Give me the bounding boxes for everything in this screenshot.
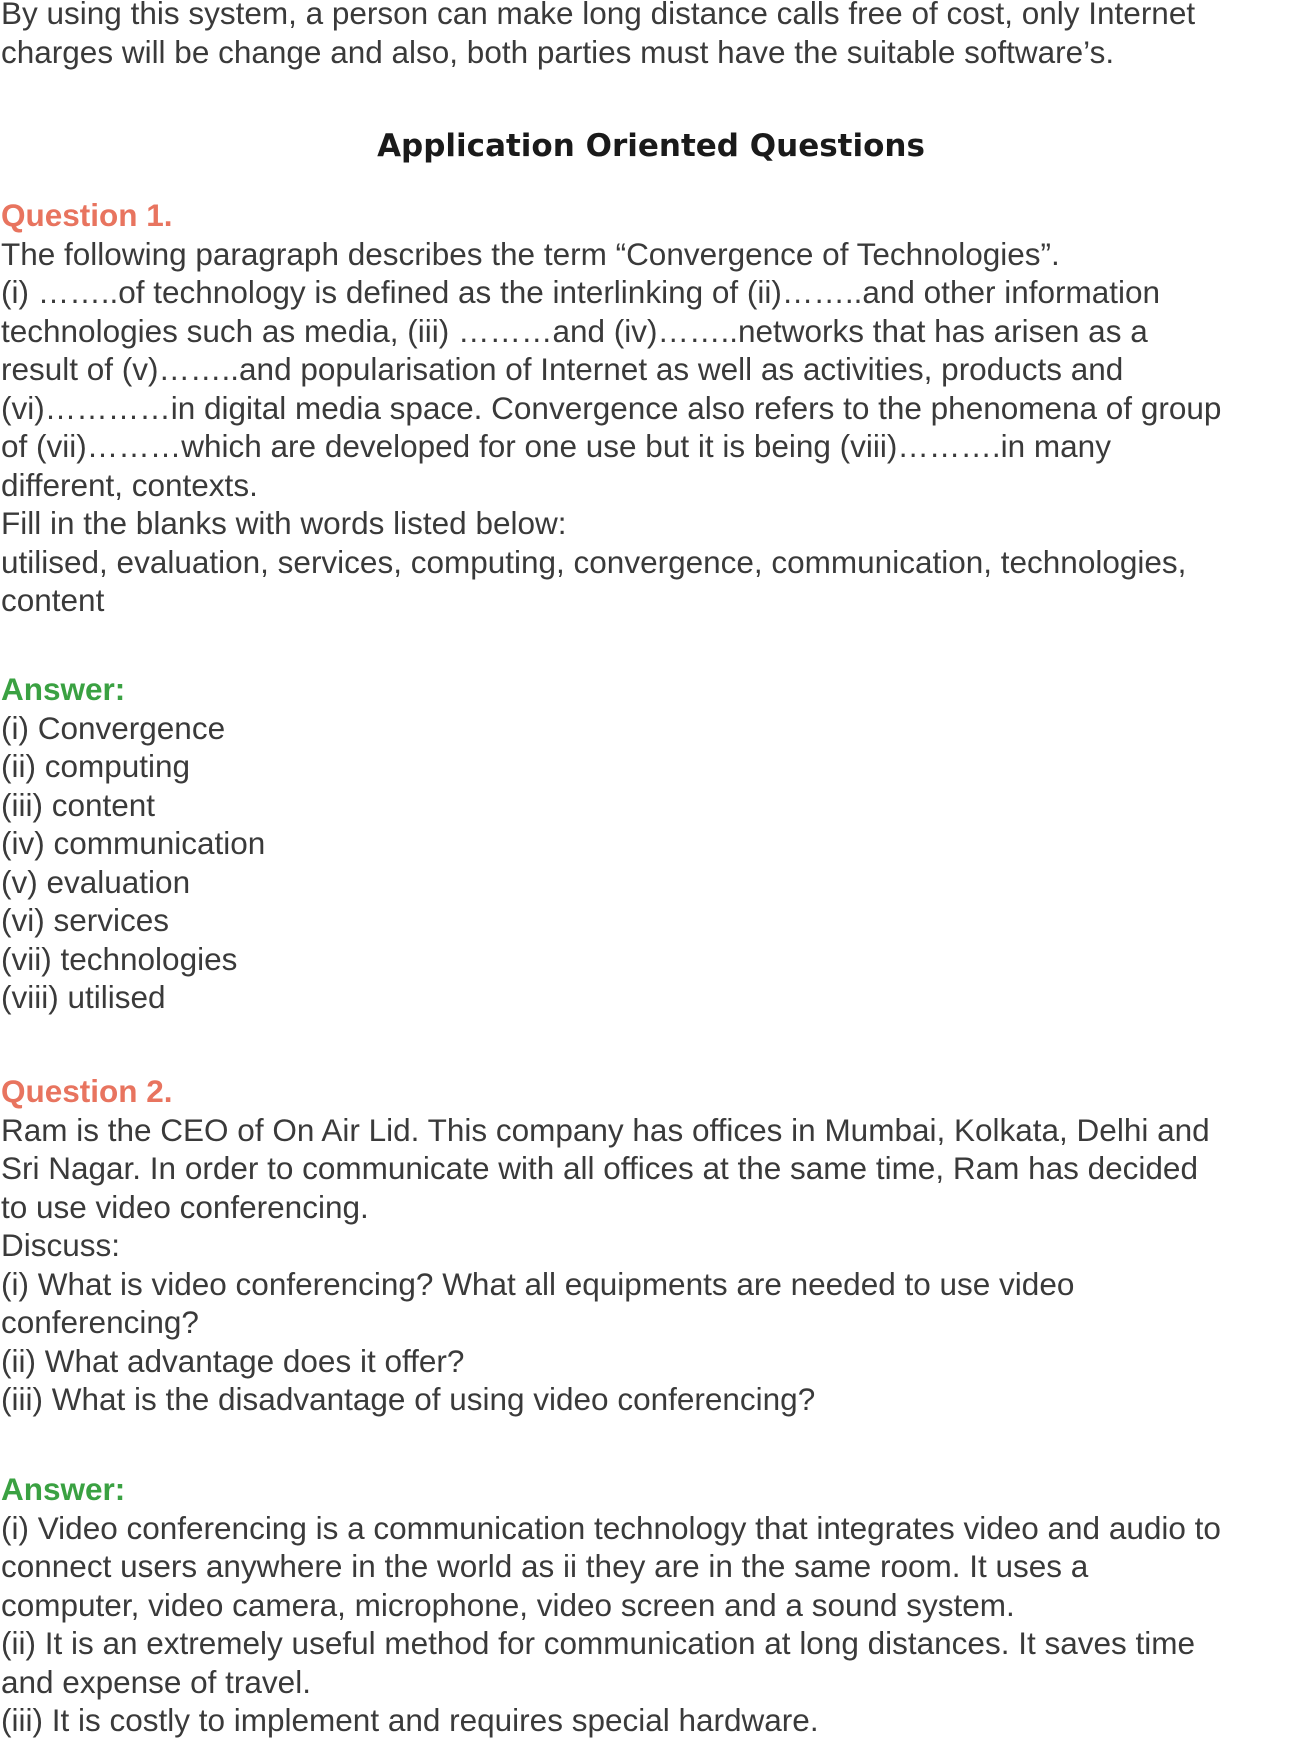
question-1 <box>1 196 1221 620</box>
answer-2 <box>1 1470 1221 1740</box>
text-line: Ram is the CEO of On Air Lid. This company has offices in Mumbai, Kolkata, Delhi and <box>1 1111 1210 1148</box>
text-line: (vi)…………in digital media space. Convergence also refers to the phenomena of group <box>1 389 1222 426</box>
text-line: result of (v)……..and popularisation of Internet as well as activities, products and <box>1 351 1124 387</box>
text-line: connect users anywhere in the world as ii they are in the same room. It uses a <box>1 1548 1089 1584</box>
text-line: computer, video camera, microphone, video screen and a sound system. <box>1 1586 1015 1623</box>
text-line: By using this system, a person can make long distance calls free of cost, only Internet <box>1 0 1196 31</box>
text-line: technologies such as media, (iii) ………and (iv)……..networks that has arisen as a <box>1 312 1148 349</box>
text-line: different, contexts. <box>1 466 258 503</box>
text-line: (ii) What advantage does it offer? <box>1 1342 465 1379</box>
text-line: (ii) It is an extremely useful method for communication at long distances. It saves time <box>1 1625 1196 1661</box>
text-line: (i) Video conferencing is a communication technology that integrates video and audio to <box>1 1509 1221 1546</box>
text-line: The following paragraph describes the term “Convergence of Technologies”. <box>1 235 1060 272</box>
answer-item: (iv) communication <box>1 825 266 861</box>
question-heading: Question 1. <box>1 197 173 233</box>
answer-item: (vi) services <box>1 902 170 938</box>
answer-item: (ii) computing <box>1 748 191 784</box>
text-line: content <box>1 582 105 618</box>
answer-item: (iii) content <box>1 786 156 823</box>
answer-item: (v) evaluation <box>1 863 191 900</box>
text-line: (iii) It is costly to implement and requires special hardware. <box>1 1702 819 1738</box>
text-line: (i) ……..of technology is defined as the interlinking of (ii)……..and other information <box>1 274 1161 310</box>
text-line: Fill in the blanks with words listed below: <box>1 505 567 541</box>
text-line: charges will be change and also, both parties must have the suitable software’s. <box>1 33 1115 70</box>
section-title: Application Oriented Questions <box>377 128 925 164</box>
answer-item: (viii) utilised <box>1 979 166 1015</box>
text-line: Discuss: <box>1 1227 121 1263</box>
text-line: conferencing? <box>1 1304 199 1340</box>
text-line: Sri Nagar. In order to communicate with all offices at the same time, Ram has decided <box>1 1150 1198 1186</box>
answer-heading: Answer: <box>1 671 126 707</box>
answer-item: (vii) technologies <box>1 940 238 977</box>
text-line: and expense of travel. <box>1 1663 311 1700</box>
text-line: to use video conferencing. <box>1 1188 369 1225</box>
text-line: of (vii)………which are developed for one use but it is being (viii)……….in many <box>1 428 1111 464</box>
question-heading: Question 2. <box>1 1073 173 1109</box>
answer-item: (i) Convergence <box>1 709 226 746</box>
question-2 <box>1 1072 1210 1419</box>
text-line: (i) What is video conferencing? What all equipments are needed to use video <box>1 1265 1075 1302</box>
intro-paragraph <box>1 0 1195 71</box>
text-line: (iii) What is the disadvantage of using video conferencing? <box>1 1381 816 1417</box>
text-line: utilised, evaluation, services, computing, convergence, communication, technologies, <box>1 543 1187 580</box>
answer-1 <box>1 670 265 1017</box>
answer-heading: Answer: <box>1 1471 126 1507</box>
